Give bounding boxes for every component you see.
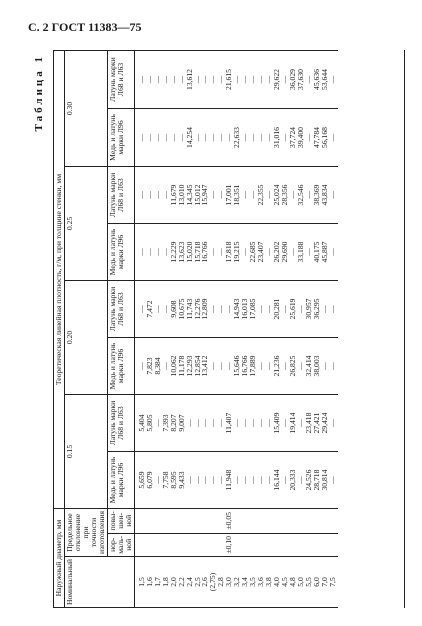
nominal-header: Номинальный bbox=[64, 557, 134, 608]
deviation-header: Предельное отклонение при точности изготовления bbox=[64, 509, 107, 557]
copper-header: Медь и латунь марки Л96 bbox=[107, 452, 134, 509]
thickness-030-header: 0.30 bbox=[64, 51, 107, 167]
normal-header: нор- маль- ной bbox=[107, 533, 134, 556]
density-030-brass-column: — — — — — — 13,612 — — — — 21,615 — — — — — 29,622 — 36,029 37,630 — 45,636 53,644 — bbox=[134, 51, 338, 109]
thickness-015-header: 0.15 bbox=[64, 395, 107, 509]
density-015-brass-column: 5,404 5,805 — 7,393 8,207 9,007 — — — — — 11,407 — — — — — 15,409 — 19,414 — 23,418 27,421 29,424 — bbox=[134, 395, 338, 452]
brass-header: Латунь марки Л68 и Л63 bbox=[107, 395, 134, 452]
outer-diameter-header: Наружный диаметр, мм bbox=[54, 509, 65, 608]
copper-header: Медь и латунь марки Л96 bbox=[107, 338, 134, 395]
density-020-brass-column: — 7,472 — — 9,608 10,675 11,743 12,276 12,809 — — — 14,943 16,013 17,085 — — 20,281 — 25,619 — 30,957 36,295 — — bbox=[134, 281, 338, 338]
deviation-increased-column: ±0,05 bbox=[134, 509, 338, 534]
density-025-copper-column: — — — — 12,229 13,623 15,020 15,718 16,766 — — 17,818 19,215 — 22,685 23,407 — 26,202 29,690 — 33,188 — 40,175 45,887 — bbox=[134, 224, 338, 281]
page-header: С. 2 ГОСТ 11383—75 bbox=[28, 20, 142, 34]
increased-header: повы- шен- ной bbox=[107, 509, 134, 534]
density-025-brass-column: — — — — 11,679 13,010 14,345 15,012 15,947 — — 17,001 18,351 — — 22,355 — 25,024 28,356 — 32,546 — 38,369 43,834 — bbox=[134, 166, 338, 223]
brass-header: Латунь марки Л68 и Л63 bbox=[107, 51, 134, 109]
brass-header: Латунь марки Л68 и Л63 bbox=[107, 281, 134, 338]
diameter-column: 1,5 1,6 1,7 1,8 2,0 2,2 2,4 2,5 2,6 (2,75) 2,8 3,0 3,2 3,4 3,5 3,6 3,8 4,0 4,5 4,8 5,0 5,5 6,0 7,0 7,5 bbox=[134, 557, 338, 608]
table-caption: Таблица 1 bbox=[33, 54, 45, 132]
copper-header: Медь и латунь марки Л96 bbox=[107, 224, 134, 281]
thickness-020-header: 0.20 bbox=[64, 281, 107, 395]
density-015-copper-column: 5,659 6,079 — 7,758 8,595 9,433 — — — — — 11,948 — — — — — 16,144 — 20,333 — 24,526 28,718 30,814 — bbox=[134, 452, 338, 509]
thickness-025-header: 0.25 bbox=[64, 166, 107, 280]
specification-table bbox=[53, 50, 338, 608]
brass-header: Латунь марки Л68 и Л63 bbox=[107, 166, 134, 223]
rotated-table-page bbox=[33, 48, 422, 608]
density-020-copper-column: — 7,823 8,384 — 10,062 11,178 12,293 12,854 13,412 — — — 15,646 16,766 17,889 — — 21,236 — 26,825 — 32,414 38,003 — — bbox=[134, 338, 338, 395]
copper-header: Медь и латунь марки Л96 bbox=[107, 109, 134, 167]
deviation-normal-column: ±0,10 bbox=[134, 533, 338, 556]
table-bottom-rule bbox=[404, 50, 405, 608]
density-030-copper-column: — — — — — — 14,254 — — — — — 22,633 — — — — 31,016 — 37,724 39,400 — 47,784 56,168 — bbox=[134, 109, 338, 167]
density-header: Теоретическая линейная плотность, г/м, при толщине стенки, мм bbox=[54, 51, 65, 509]
